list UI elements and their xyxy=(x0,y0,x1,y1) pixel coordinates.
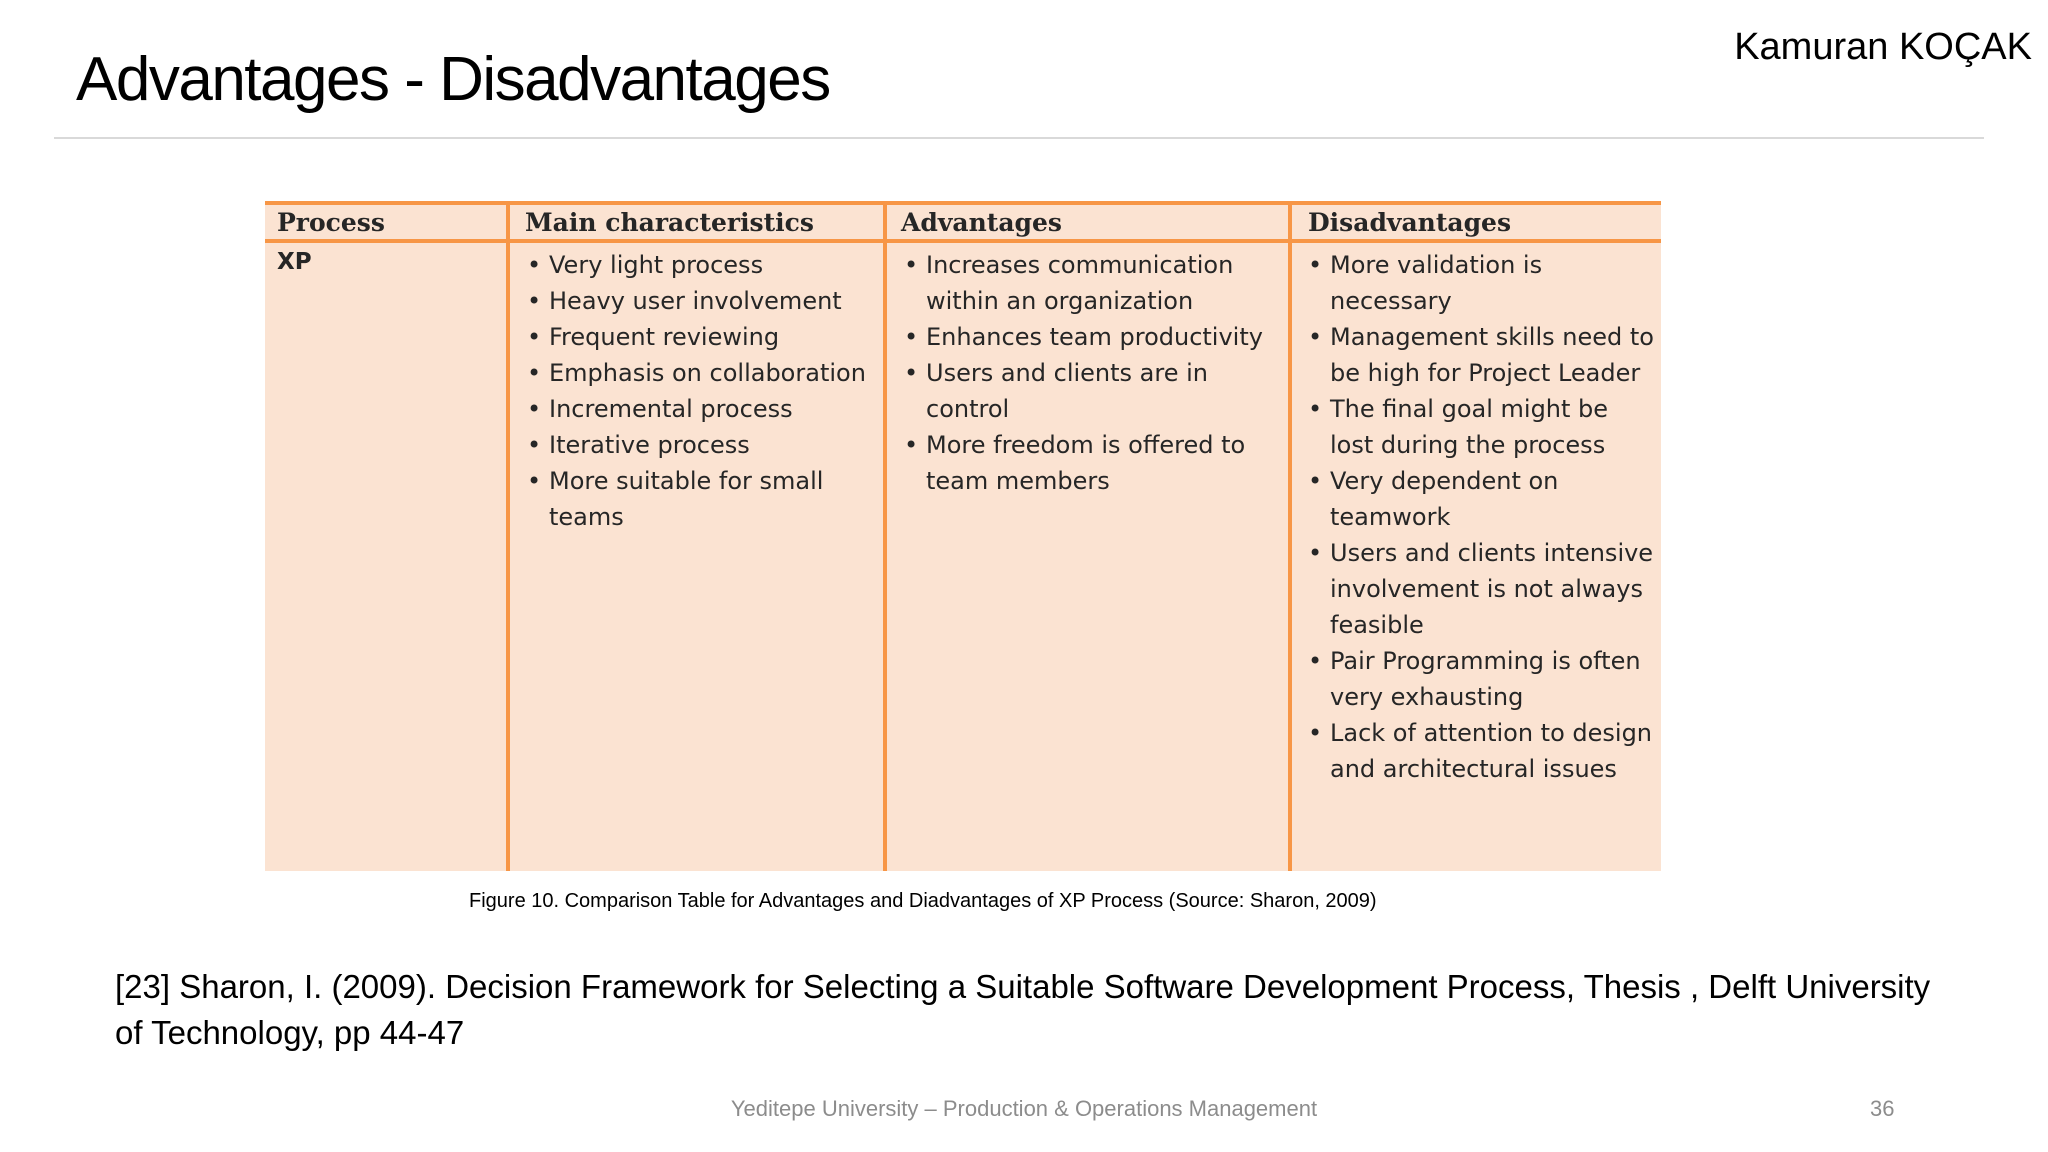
comparison-table xyxy=(265,201,1661,871)
reference-citation: [23] Sharon, I. (2009). Decision Framework for Selecting a Suitable Software Development Process, Thesis , Delft University of Technology, pp 44-47 xyxy=(115,968,1931,1051)
list-item: • Emphasis on collaboration xyxy=(527,355,877,391)
table-header-rule xyxy=(265,239,1661,243)
list-item: • Enhances team productivity xyxy=(904,319,1284,355)
list-item: • Increases communication within an organization xyxy=(904,247,1284,319)
list-item: • Heavy user involvement xyxy=(527,283,877,319)
list-item: • More freedom is offered to team members xyxy=(904,427,1284,499)
header-process: Process xyxy=(277,208,385,237)
title-divider xyxy=(54,137,1984,139)
main-characteristics-list xyxy=(527,247,877,535)
header-disadvantages: Disadvantages xyxy=(1308,208,1512,237)
header-advantages: Advantages xyxy=(901,208,1062,237)
disadvantages-list xyxy=(1308,247,1658,787)
author-name: Kamuran KOÇAK xyxy=(1734,26,2032,68)
list-item: • The final goal might be lost during the process xyxy=(1308,391,1658,463)
slide-title: Advantages - Disadvantages xyxy=(76,45,830,114)
column-divider xyxy=(506,201,510,871)
list-item: • Very dependent on teamwork xyxy=(1308,463,1658,535)
column-divider xyxy=(883,201,887,871)
footer-text: Yeditepe University – Production & Operations Management xyxy=(730,1096,1318,1121)
page-number: 36 xyxy=(1870,1096,1895,1121)
list-item: • Users and clients intensive involvement is not always feasible xyxy=(1308,535,1658,643)
list-item: • Users and clients are in control xyxy=(904,355,1284,427)
list-item: • Frequent reviewing xyxy=(527,319,877,355)
advantages-list xyxy=(904,247,1284,499)
list-item: • Lack of attention to design and architectural issues xyxy=(1308,715,1658,787)
list-item: • More suitable for small teams xyxy=(527,463,877,535)
list-item: • More validation is necessary xyxy=(1308,247,1658,319)
header-main-characteristics: Main characteristics xyxy=(525,208,814,237)
list-item: • Management skills need to be high for Project Leader xyxy=(1308,319,1658,391)
list-item: • Iterative process xyxy=(527,427,877,463)
figure-caption: Figure 10. Comparison Table for Advantages and Diadvantages of XP Process (Source: Sharon, 2009) xyxy=(469,890,1377,912)
column-divider xyxy=(1288,201,1292,871)
list-item: • Incremental process xyxy=(527,391,877,427)
list-item: • Pair Programming is often very exhausting xyxy=(1308,643,1658,715)
list-item: • Very light process xyxy=(527,247,877,283)
process-cell: XP xyxy=(277,249,312,275)
